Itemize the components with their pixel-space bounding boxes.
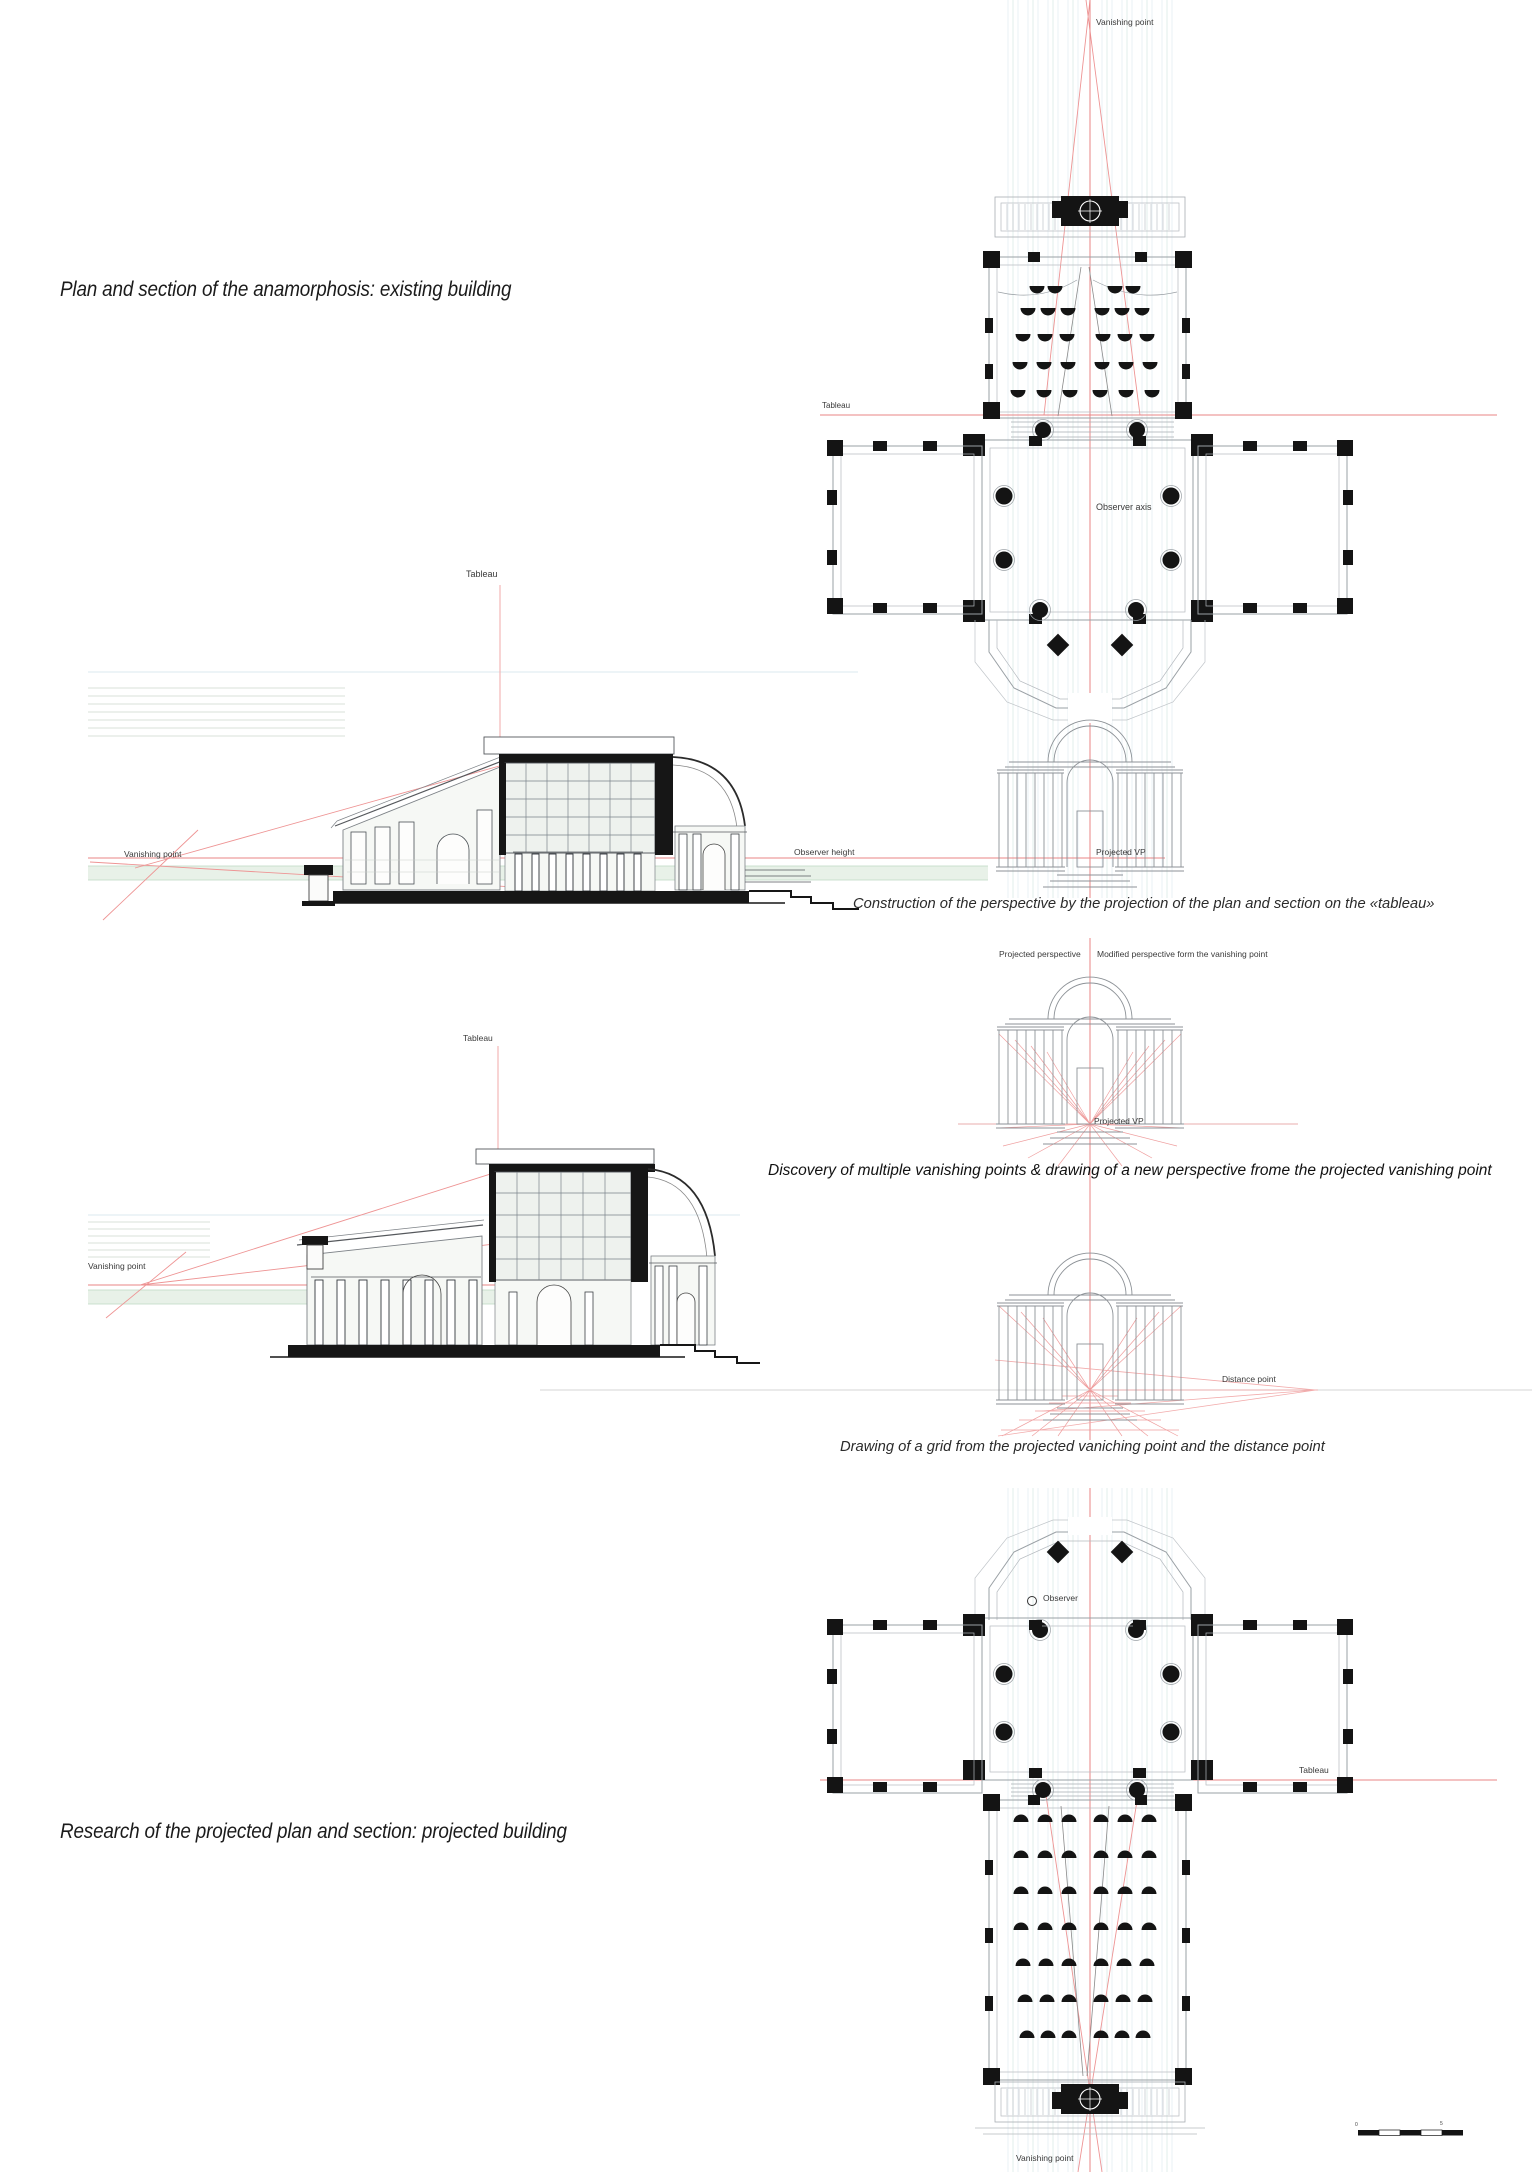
observer-label: Observer — [1043, 1593, 1078, 1603]
projected-perspective-label: Projected perspective — [999, 949, 1081, 959]
vanishing-point-bottom-label: Vanishing point — [1016, 2153, 1074, 2163]
title-existing: Plan and section of the anamorphosis: existing building — [60, 278, 512, 301]
construction-lines-red — [88, 0, 1497, 2172]
section-existing — [302, 737, 859, 909]
observer-marker — [1028, 1597, 1037, 1606]
tableau-section2-label: Tableau — [463, 1033, 493, 1043]
scale-bar — [1358, 2130, 1463, 2136]
plan-right-wing — [1198, 440, 1353, 614]
projected-vp-center-label: Projected VP — [1094, 1116, 1144, 1126]
modified-perspective-label: Modified perspective form the vanishing point — [1097, 949, 1268, 959]
tableau-plan-bottom-label: Tableau — [1299, 1765, 1329, 1775]
level-lines-pale — [88, 672, 1532, 1390]
caption-discovery: Discovery of multiple vanishing points & drawing of a new perspective frome the projected vanishing point — [768, 1162, 1492, 1179]
plan-central-hall-bottom — [963, 1614, 1213, 1780]
plan-left-wing — [827, 440, 982, 614]
plan-central-hall — [963, 434, 1213, 624]
observer-height-label: Observer height — [794, 847, 855, 857]
section-projected — [270, 1149, 760, 1363]
plan-theatre-arm-projected — [983, 1794, 1192, 2085]
caption-grid: Drawing of a grid from the projected vaniching point and the distance point — [840, 1438, 1325, 1455]
distance-point-label: Distance point — [1222, 1374, 1276, 1384]
vanishing-point-section2-label: Vanishing point — [88, 1261, 146, 1271]
vanishing-point-top-label: Vanishing point — [1096, 17, 1154, 27]
plan-theatre-arm — [983, 251, 1192, 419]
vanishing-point-section1-label: Vanishing point — [124, 849, 182, 859]
scale-right-mark: 5 — [1440, 2121, 1443, 2127]
tableau-plan-top-label: Tableau — [822, 401, 851, 410]
projected-vp-side-label: Projected VP — [1096, 847, 1146, 857]
tableau-section1-label: Tableau — [466, 569, 498, 579]
scale-left-mark: 0 — [1355, 2122, 1358, 2128]
title-projected: Research of the projected plan and section: projected building — [60, 1820, 567, 1843]
observer-axis-label: Observer axis — [1096, 502, 1152, 512]
plan-left-wing-bottom — [827, 1619, 982, 1793]
plan-right-wing-bottom — [1198, 1619, 1353, 1793]
plan-portico-top — [995, 196, 1185, 237]
caption-construction: Construction of the perspective by the projection of the plan and section on the «tableau» — [853, 895, 1435, 912]
